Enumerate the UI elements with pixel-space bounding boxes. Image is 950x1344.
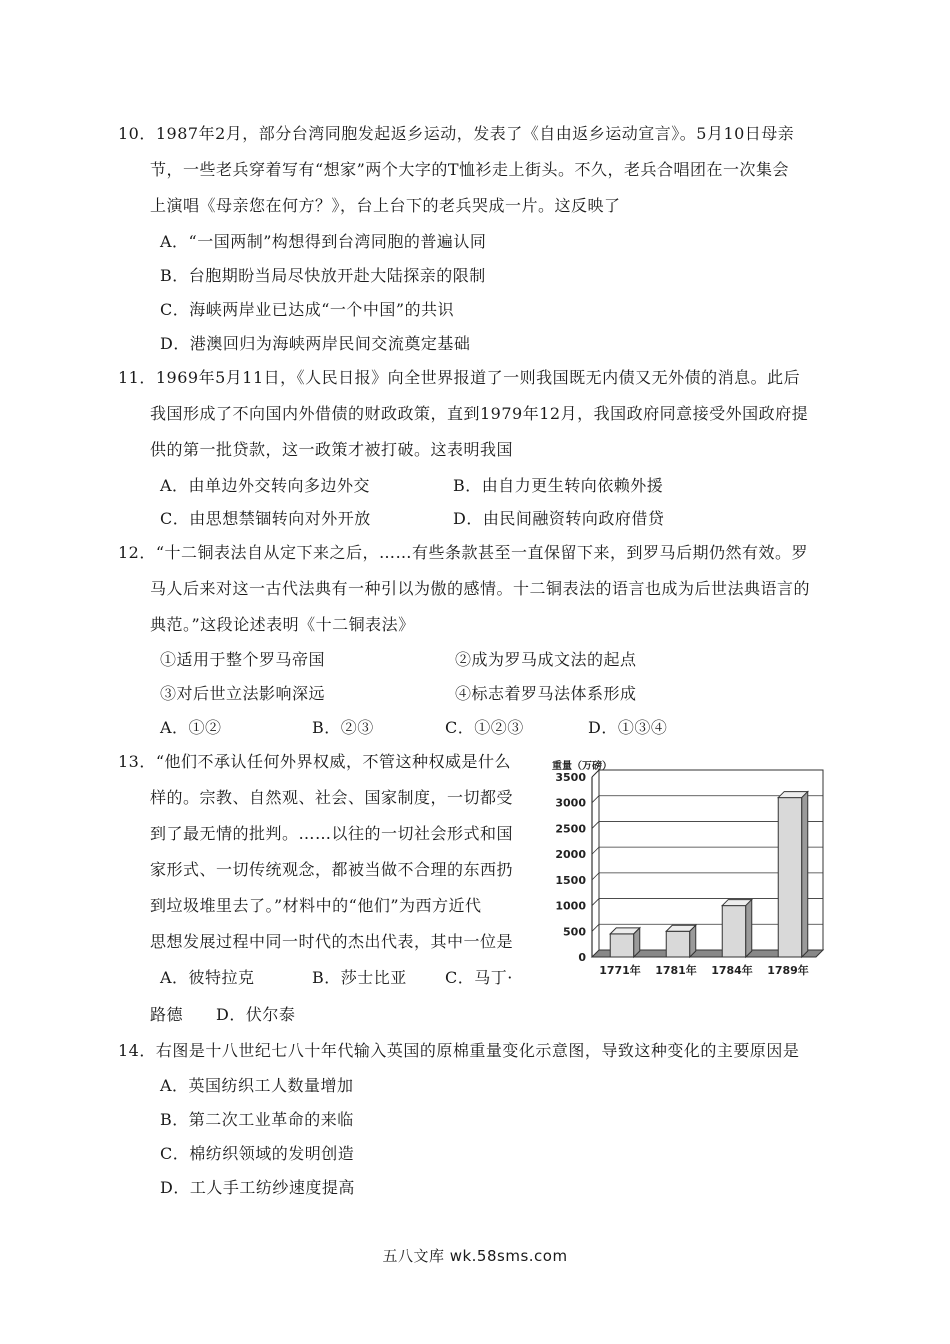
chart-axes	[592, 770, 599, 957]
option-a: A．由单边外交转向多边外交	[160, 476, 371, 495]
gridline	[592, 821, 599, 828]
statement-3: ③对后世立法影响深远	[160, 684, 326, 703]
option-b: B．莎士比亚	[312, 968, 407, 987]
question-text-line: 马人后来对这一古代法典有一种引以为傲的感情。十二铜表法的语言也成为后世法典语言的	[150, 579, 811, 598]
y-tick-label: 500	[563, 925, 586, 939]
y-tick-label: 1000	[555, 899, 586, 913]
option-d: D．工人手工纺纱速度提高	[160, 1178, 355, 1197]
question-text-line: 典范。”这段论述表明《十二铜表法》	[150, 615, 415, 634]
option-a: A．彼特拉克	[160, 968, 255, 987]
y-tick-label: 2500	[555, 822, 586, 836]
gridline	[592, 873, 599, 880]
y-tick-label: 2000	[555, 848, 586, 862]
y-tick-label: 3500	[555, 771, 586, 784]
chart-x-ticks	[599, 963, 809, 977]
x-tick-label: 1781年	[655, 964, 697, 977]
bar	[610, 934, 634, 957]
statement-2: ②成为罗马成文法的起点	[455, 650, 637, 669]
question-text-line: 12．“十二铜表法自从定下来之后，……有些条款甚至一直保留下来，到罗马后期仍然有效。罗	[118, 543, 809, 562]
statement-1: ①适用于整个罗马帝国	[160, 650, 326, 669]
chart-y-ticks	[555, 771, 586, 964]
question-text-line: 到了最无情的批判。……以往的一切社会形式和国	[150, 824, 514, 843]
y-tick-label: 1500	[555, 873, 586, 887]
question-text-line: 节，一些老兵穿着写有“想家”两个大字的T恤衫走上街头。不久，老兵合唱团在一次集会	[150, 160, 790, 179]
option-c: C．①②③	[445, 718, 524, 737]
option-d: D．伏尔泰	[216, 1005, 296, 1024]
bar	[722, 906, 746, 957]
option-a: A．英国纺织工人数量增加	[160, 1076, 354, 1095]
gridline	[592, 899, 599, 906]
question-text-line: 10．1987年2月，部分台湾同胞发起返乡运动，发表了《自由返乡运动宣言》。5月10日母亲	[118, 124, 795, 143]
option-b: B．第二次工业革命的来临	[160, 1110, 354, 1129]
chart-y-axis-label: 重量（万磅）	[552, 761, 612, 772]
bar	[666, 931, 690, 957]
question-text-line: 11．1969年5月11日，《人民日报》向全世界报道了一则我国既无内债又无外债的消息。此后	[118, 368, 801, 387]
gridline	[592, 847, 599, 854]
question-text-line: 上演唱《母亲您在何方？》，台上台下的老兵哭成一片。这反映了	[150, 196, 621, 215]
option-a: A．①②	[160, 718, 222, 737]
bar-side	[746, 900, 752, 957]
question-text-line: 思想发展过程中同一时代的杰出代表，其中一位是	[150, 932, 514, 951]
cotton-import-chart	[540, 752, 835, 980]
option-c: C．海峡两岸业已达成“一个中国”的共识	[160, 300, 455, 319]
y-tick-label: 3000	[555, 796, 586, 810]
option-c: C．棉纺织领域的发明创造	[160, 1144, 355, 1163]
option-b: B．②③	[312, 718, 374, 737]
question-text-line: 供的第一批贷款，这一政策才被打破。这表明我国	[150, 440, 514, 459]
option-d: D．由民间融资转向政府借贷	[453, 509, 665, 528]
option-c: C．马丁·	[445, 968, 513, 987]
gridline	[592, 924, 599, 931]
statement-4: ④标志着罗马法体系形成	[455, 684, 637, 703]
page-footer: 五八文库 wk.58sms.com	[382, 1247, 568, 1265]
question-text-line: 样的。宗教、自然观、社会、国家制度，一切都受	[150, 788, 514, 807]
y-tick-label: 0	[578, 951, 586, 964]
option-d: D．①③④	[588, 718, 668, 737]
option-b: B．台胞期盼当局尽快放开赴大陆探亲的限制	[160, 266, 486, 285]
question-text-line: 到垃圾堆里去了。”材料中的“他们”为西方近代	[150, 896, 482, 915]
gridline	[592, 796, 599, 803]
question-text-line: 13．“他们不承认任何外界权威，不管这种权威是什么	[118, 752, 512, 771]
option-b: B．由自力更生转向依赖外援	[453, 476, 664, 495]
x-tick-label: 1771年	[599, 964, 641, 977]
option-c-continued: 路德	[150, 1005, 184, 1024]
bar-side	[690, 925, 696, 957]
option-a: A．“一国两制”构想得到台湾同胞的普遍认同	[160, 232, 487, 251]
bar-side	[802, 792, 808, 957]
option-c: C．由思想禁锢转向对外开放	[160, 509, 371, 528]
x-tick-label: 1789年	[767, 964, 809, 977]
x-tick-label: 1784年	[711, 964, 753, 977]
question-text-line: 家形式、一切传统观念，都被当做不合理的东西扔	[150, 860, 514, 879]
option-d: D．港澳回归为海峡两岸民间交流奠定基础	[160, 334, 471, 353]
question-text-line: 14．右图是十八世纪七八十年代输入英国的原棉重量变化示意图，导致这种变化的主要原因是	[118, 1041, 800, 1060]
bar	[778, 798, 802, 957]
question-text-line: 我国形成了不向国内外借债的财政政策，直到1979年12月，我国政府同意接受外国政府提	[150, 404, 809, 423]
